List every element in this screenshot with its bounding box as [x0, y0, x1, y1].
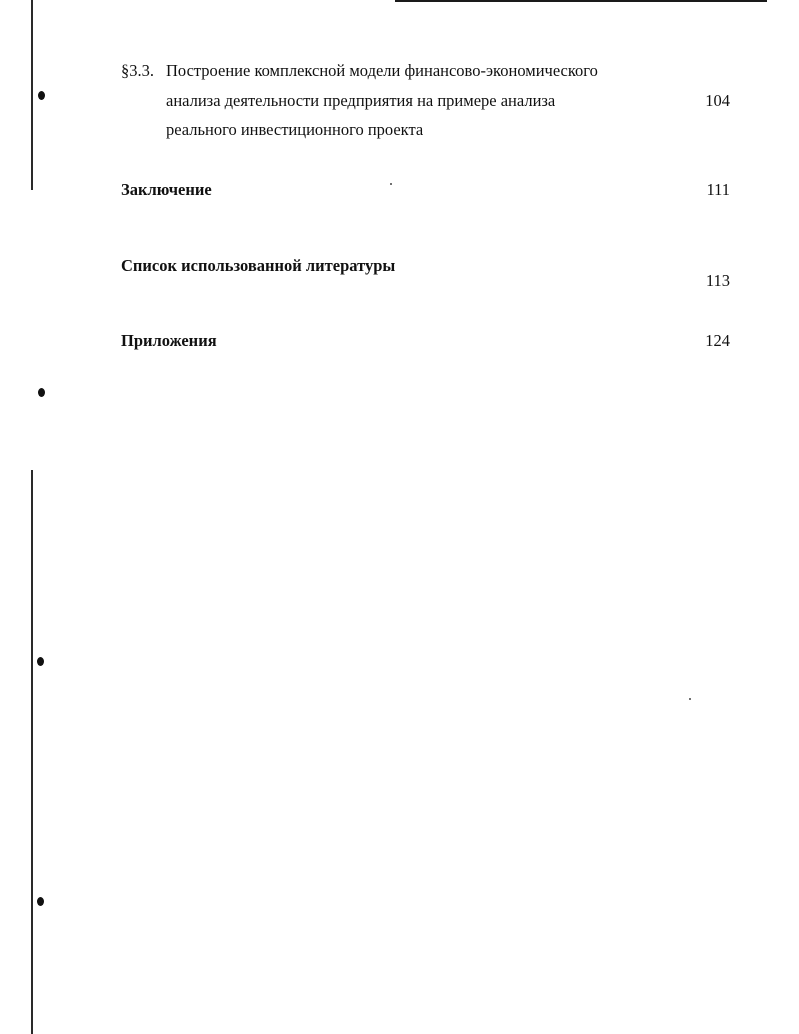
binder-hole	[37, 897, 44, 906]
toc-references-title: Список использованной литературы	[121, 256, 396, 275]
toc-conclusion-page-number: 111	[706, 180, 730, 199]
toc-section-title-line-3: реального инвестиционного проекта	[166, 120, 424, 139]
toc-section-title-line-1: Построение комплексной модели финансово-экономического	[166, 61, 598, 80]
toc-section-page-number: 104	[705, 91, 730, 110]
scan-top-rule	[395, 0, 767, 2]
scan-dust	[390, 183, 392, 185]
binder-hole	[38, 91, 45, 100]
binder-hole	[38, 388, 45, 397]
scan-dust	[689, 698, 691, 700]
toc-references-page-number: 113	[705, 271, 730, 290]
toc-conclusion-title: Заключение	[121, 180, 212, 199]
scan-left-edge	[31, 0, 33, 190]
toc-appendices-page-number: 124	[705, 331, 730, 350]
toc-appendices-title: Приложения	[121, 331, 217, 350]
toc-section-title-line-2: анализа деятельности предприятия на примере анализа	[166, 91, 556, 110]
toc-section-number: §3.3.	[121, 61, 154, 80]
scan-left-edge	[31, 470, 33, 1034]
binder-hole	[37, 657, 44, 666]
